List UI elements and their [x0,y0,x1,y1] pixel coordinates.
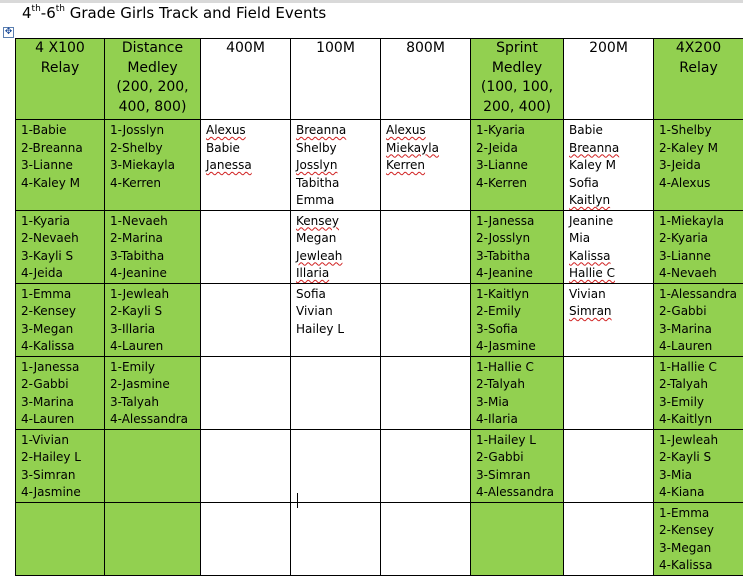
table-cell[interactable] [201,283,291,356]
athlete-entry: 3-Lianne [476,157,563,175]
athlete-entry: 2-Kayli S [110,303,200,321]
athlete-entry: Alexus [386,122,470,140]
athlete-entry: 1-Hailey L [476,432,563,450]
athlete-entry: 3-Megan [659,540,743,558]
column-header-line: 800M [381,39,470,59]
table-cell[interactable] [201,120,291,211]
athlete-entry: Megan [296,230,380,248]
athlete-entry: Babie [569,122,653,140]
athlete-entry: Simran [569,303,653,321]
column-header[interactable] [105,39,201,120]
athlete-entry: 4-Alessandra [110,411,200,429]
table-cell[interactable] [201,429,291,502]
table-cell[interactable] [201,502,291,575]
table-row [16,210,743,283]
table-cell[interactable] [291,210,381,283]
athlete-entry: 3-Emily [659,394,743,412]
athlete-entry: Tabitha [296,175,380,193]
athlete-entry: 3-Kayli S [21,248,104,266]
athlete-entry: 2-Kyaria [659,230,743,248]
column-header[interactable] [291,39,381,120]
athlete-entry: Josslyn [296,157,380,175]
column-header-line: 200M [564,39,653,59]
athlete-entry: 2-Jeida [476,140,563,158]
table-cell[interactable] [381,283,471,356]
athlete-entry: 1-Babie [21,122,104,140]
athlete-entry: 3-Marina [659,321,743,339]
column-header-line: (100, 100, [471,78,563,98]
table-cell[interactable] [654,210,743,283]
athlete-entry: 3-Marina [21,394,104,412]
athlete-entry: 4-Kaitlyn [659,411,743,429]
athlete-entry: 3-Lianne [21,157,104,175]
athlete-entry: 2-Kensey [21,303,104,321]
athlete-entry: 1-Hallie C [476,359,563,377]
athlete-entry: Hallie C [569,265,653,283]
athlete-entry: 3-Tabitha [110,248,200,266]
athlete-entry: 3-Illaria [110,321,200,339]
athlete-entry: Babie [206,140,290,158]
athlete-entry: 2-Hailey L [21,449,104,467]
table-cell[interactable] [564,502,654,575]
athlete-entry: Breanna [296,122,380,140]
table-cell[interactable] [16,502,105,575]
athlete-entry: 2-Talyah [476,376,563,394]
athlete-entry: 2-Shelby [110,140,200,158]
athlete-entry: 4-Alessandra [476,484,563,502]
athlete-entry: 4-Jeanine [476,265,563,283]
table-row [16,283,743,356]
table-cell[interactable] [654,283,743,356]
athlete-entry: 4-Kerren [476,175,563,193]
athlete-entry: 3-Tabitha [476,248,563,266]
athlete-entry: 2-Gabbi [476,449,563,467]
table-cell[interactable] [16,120,105,211]
column-header-line: Medley [105,59,200,79]
table-cell[interactable] [291,283,381,356]
column-header[interactable] [564,39,654,120]
text-cursor [297,493,298,508]
events-table [15,38,743,576]
athlete-entry: 2-Gabbi [21,376,104,394]
athlete-entry: Hailey L [296,321,380,339]
athlete-entry: 1-Alessandra [659,286,743,304]
table-cell[interactable] [381,120,471,211]
athlete-entry: 3-Mia [476,394,563,412]
athlete-entry: 4-Lauren [659,338,743,356]
table-cell[interactable] [564,356,654,429]
athlete-entry: 2-Breanna [21,140,104,158]
table-cell[interactable] [654,120,743,211]
table-cell[interactable] [654,429,743,502]
table-cell[interactable] [381,502,471,575]
table-cell[interactable] [381,356,471,429]
athlete-entry: 1-Vivian [21,432,104,450]
table-cell[interactable] [105,356,201,429]
athlete-entry: Jeanine [569,213,653,231]
column-header-line: 4 X100 [16,39,104,59]
athlete-entry: Sofia [569,175,653,193]
athlete-entry: Sofia [296,286,380,304]
table-cell[interactable] [16,283,105,356]
column-header[interactable] [471,39,564,120]
table-cell[interactable] [16,210,105,283]
athlete-entry: Kalissa [569,248,653,266]
athlete-entry: 4-Jasmine [476,338,563,356]
athlete-entry: 2-Nevaeh [21,230,104,248]
athlete-entry: Illaria [296,265,380,283]
athlete-entry: 1-Nevaeh [110,213,200,231]
athlete-entry: Jewleah [296,248,380,266]
athlete-entry: 1-Emma [21,286,104,304]
athlete-entry: 1-Shelby [659,122,743,140]
athlete-entry: Kaitlyn [569,192,653,210]
athlete-entry: 3-Mia [659,467,743,485]
column-header[interactable] [16,39,105,120]
table-row [16,502,743,575]
athlete-entry: 4-Nevaeh [659,265,743,283]
athlete-entry: Janessa [206,157,290,175]
column-header-line: Relay [654,59,743,79]
table-cell[interactable] [564,120,654,211]
athlete-entry: 1-Jewleah [110,286,200,304]
athlete-entry: 4-Kerren [110,175,200,193]
column-header[interactable] [201,39,291,120]
athlete-entry: 3-Sofia [476,321,563,339]
athlete-entry: 3-Jeida [659,157,743,175]
athlete-entry: 1-Janessa [21,359,104,377]
column-header[interactable] [381,39,471,120]
table-cell[interactable] [381,210,471,283]
athlete-entry: 1-Kyaria [476,122,563,140]
athlete-entry: 2-Jasmine [110,376,200,394]
athlete-entry: 2-Talyah [659,376,743,394]
athlete-entry: Kerren [386,157,470,175]
athlete-entry: Breanna [569,140,653,158]
table-cell[interactable] [471,120,564,211]
athlete-entry: 3-Simran [476,467,563,485]
column-header[interactable] [654,39,743,120]
athlete-entry: 2-Kensey [659,522,743,540]
athlete-entry: 4-Kalissa [21,338,104,356]
athlete-entry: Kensey [296,213,380,231]
header-row [16,39,743,120]
athlete-entry: 4-Kiana [659,484,743,502]
table-cell[interactable] [291,429,381,502]
column-header-line: 4X200 [654,39,743,59]
athlete-entry: 1-Emily [110,359,200,377]
athlete-entry: 3-Simran [21,467,104,485]
athlete-entry: 4-Ilaria [476,411,563,429]
table-row [16,120,743,211]
athlete-entry: 3-Talyah [110,394,200,412]
table-cell[interactable] [471,210,564,283]
table-cell[interactable] [654,356,743,429]
table-cell[interactable] [105,210,201,283]
athlete-entry: 2-Gabbi [659,303,743,321]
athlete-entry: 4-Kalissa [659,557,743,575]
athlete-entry: 1-Janessa [476,213,563,231]
athlete-entry: 2-Kayli S [659,449,743,467]
athlete-entry: Emma [296,192,380,210]
athlete-entry: 1-Hallie C [659,359,743,377]
table-cell[interactable] [564,429,654,502]
column-header-line: Relay [16,59,104,79]
athlete-entry: 1-Emma [659,505,743,523]
athlete-entry: 4-Lauren [110,338,200,356]
athlete-entry: 4-Jeanine [110,265,200,283]
table-cell[interactable] [16,356,105,429]
table-cell[interactable] [471,502,564,575]
table-cell[interactable] [105,283,201,356]
athlete-entry: 1-Kyaria [21,213,104,231]
athlete-entry: 2-Emily [476,303,563,321]
table-cell[interactable] [201,210,291,283]
athlete-entry: 2-Josslyn [476,230,563,248]
column-header-line: 400M [201,39,290,59]
athlete-entry: Mia [569,230,653,248]
athlete-entry: 2-Marina [110,230,200,248]
table-cell[interactable] [471,356,564,429]
column-header-line: Sprint [471,39,563,59]
athlete-entry: 1-Jewleah [659,432,743,450]
athlete-entry: Vivian [569,286,653,304]
athlete-entry: Kaley M [569,157,653,175]
table-cell[interactable] [564,283,654,356]
athlete-entry: 1-Kaitlyn [476,286,563,304]
table-cell[interactable] [291,502,381,575]
table-cell[interactable] [381,429,471,502]
table-cell[interactable] [654,502,743,575]
column-header-line: Distance [105,39,200,59]
page-title: 4th-6th Grade Girls Track and Field Events [22,3,326,23]
athlete-entry: 4-Jeida [21,265,104,283]
column-header-line: 100M [291,39,380,59]
column-header-line: Medley [471,59,563,79]
athlete-entry: 3-Megan [21,321,104,339]
column-header-line: (200, 200, [105,78,200,98]
table-cell[interactable] [291,356,381,429]
table-cell[interactable] [291,120,381,211]
athlete-entry: 2-Kaley M [659,140,743,158]
athlete-entry: 4-Lauren [21,411,104,429]
athlete-entry: Shelby [296,140,380,158]
athlete-entry: 3-Lianne [659,248,743,266]
table-cell[interactable] [105,502,201,575]
athlete-entry: 4-Kaley M [21,175,104,193]
table-cell[interactable] [564,210,654,283]
table-row [16,356,743,429]
athlete-entry: Miekayla [386,140,470,158]
athlete-entry: 1-Josslyn [110,122,200,140]
table-row [16,429,743,502]
table-cell[interactable] [471,283,564,356]
athlete-entry: Alexus [206,122,290,140]
athlete-entry: 3-Miekayla [110,157,200,175]
column-header-line: 400, 800) [105,98,200,118]
athlete-entry: 4-Jasmine [21,484,104,502]
table-cell[interactable] [105,429,201,502]
table-cell[interactable] [471,429,564,502]
column-header-line: 200, 400) [471,98,563,118]
athlete-entry: Vivian [296,303,380,321]
table-cell[interactable] [105,120,201,211]
table-move-handle-icon[interactable]: ✥ [3,27,14,38]
table-cell[interactable] [201,356,291,429]
athlete-entry: 4-Alexus [659,175,743,193]
athlete-entry: 1-Miekayla [659,213,743,231]
table-cell[interactable] [16,429,105,502]
